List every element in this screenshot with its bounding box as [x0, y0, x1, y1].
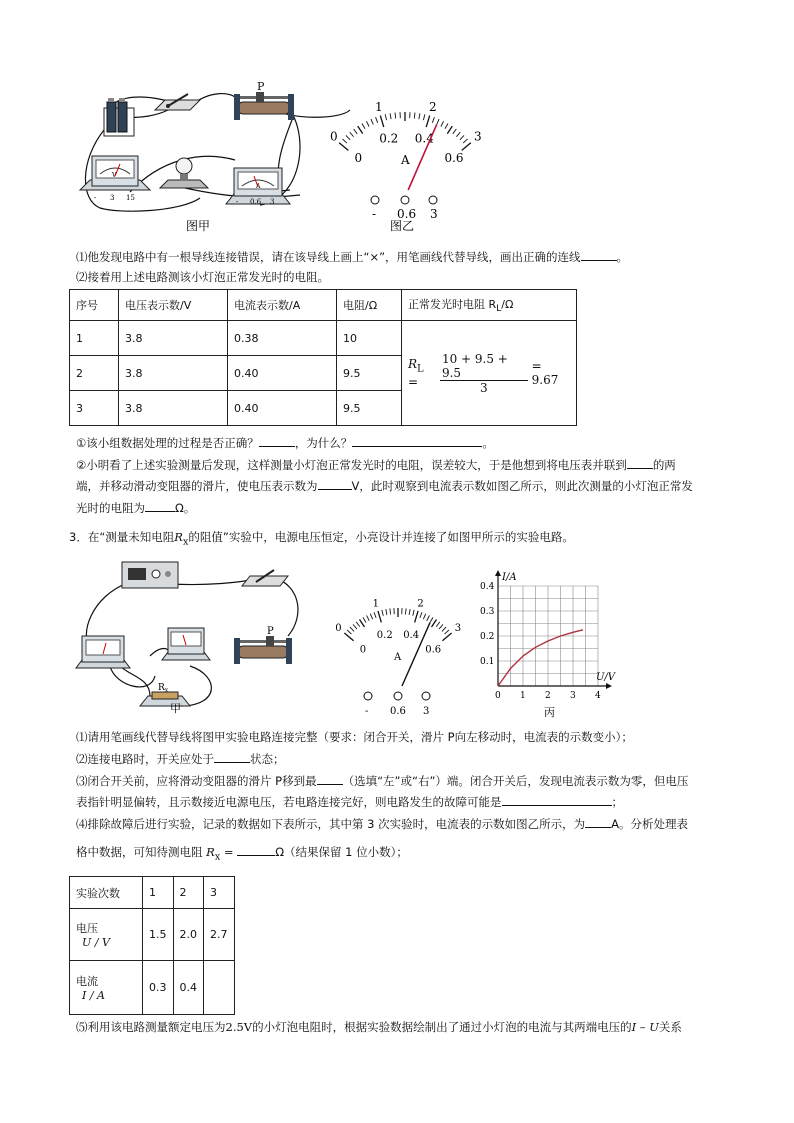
figure-caption-bing: 丙: [544, 706, 555, 718]
dial-tick: [427, 615, 430, 620]
terminal-circle: [422, 692, 430, 700]
dial-inner-label: 0.2: [379, 131, 399, 146]
x-tick-label: 4: [595, 691, 601, 701]
dial-tick: [370, 614, 372, 620]
dial-tick: [439, 624, 443, 629]
table-cell: 1: [70, 321, 119, 356]
dial-inner-label: 0.2: [376, 629, 393, 641]
q2-sub1-text: ①该小组数据处理的过程是否正确？: [76, 436, 259, 450]
dial-outer-label: 2: [428, 99, 437, 114]
dial-tick: [395, 113, 396, 119]
dial-tick: [367, 615, 370, 620]
table-cell: 2.7: [204, 909, 235, 961]
dial-outer-label: 0: [335, 622, 342, 634]
formula-sub: L: [417, 363, 424, 375]
dial-tick: [437, 119, 439, 125]
dial-tick: [390, 113, 391, 119]
q3-part4: [76, 815, 688, 832]
dial-tick: [346, 135, 350, 139]
dial-tick: [385, 114, 386, 120]
q2-sub2-text: ②小明看了上述实验测量后发现，这样测量小灯泡正常发光时的电阻，误差较大，于是他想到将电压表并联到: [76, 458, 627, 472]
figure-caption-jia: 甲: [170, 702, 181, 715]
dial-tick: [354, 129, 358, 134]
ammeter-icon: [162, 628, 210, 660]
dial-tick: [432, 620, 437, 628]
dial-outer-label: 0: [329, 129, 338, 144]
q2-part1-text: ⑴他发现电路中有一根导线连接错误，请在该导线上画上“×”，用笔画线代替导线，画出正确的连线: [76, 250, 581, 264]
table-cell: 1.5: [143, 909, 174, 961]
row-label-unit: I / A: [82, 989, 105, 1002]
q2-sub2-line2: [76, 477, 693, 494]
table-row-label: [70, 909, 143, 961]
table-header: 1: [143, 877, 174, 909]
dial-tick: [347, 630, 351, 634]
resistor-label: $R_x$: [158, 683, 169, 694]
dial-tick: [382, 610, 383, 616]
table-row: [70, 321, 577, 356]
dial-tick: [419, 113, 420, 119]
y-axis-label: I/A: [502, 572, 517, 583]
table-header: [402, 290, 577, 321]
dial-tick: [453, 129, 457, 134]
answer-blank[interactable]: [317, 772, 343, 785]
figure-3-jia: [70, 556, 320, 716]
ammeter-terminal: 3: [270, 198, 275, 206]
q3-part4-sub: x: [214, 851, 221, 863]
dial-tick: [413, 610, 414, 616]
dial-tick: [374, 612, 376, 618]
dial-tick: [386, 609, 387, 615]
dial-unit: A: [401, 153, 410, 167]
answer-blank[interactable]: [627, 456, 653, 469]
dial-terminal-label: 3: [423, 706, 430, 717]
voltmeter-letter: V: [112, 172, 117, 179]
voltmeter-icon: [76, 636, 130, 668]
q3-part4-text: ⑷排除故障后进行实验，记录的数据如下表所示，其中第 3 次实验时，电流表的示数如图乙所示，为: [76, 817, 586, 831]
table-cell: 0.3: [143, 961, 174, 1015]
table-cell: 3.8: [119, 321, 228, 356]
ammeter-terminal: -: [236, 198, 239, 206]
figure-caption-jia: 图甲: [186, 219, 211, 233]
row-label-text: 电压: [76, 922, 98, 935]
terminal-circle: [394, 692, 402, 700]
dial-inner-label: 0.4: [403, 629, 420, 641]
chart-grid: [498, 586, 598, 686]
dial-tick: [456, 132, 460, 137]
voltmeter-terminal: 3: [110, 194, 115, 202]
terminal-circle: [401, 196, 409, 204]
x-axis-label: U/V: [596, 672, 616, 683]
q3-part5: [76, 1019, 682, 1035]
y-axis-arrow: [495, 570, 501, 576]
x-tick-label: 1: [520, 691, 526, 701]
dial-tick: [350, 132, 354, 137]
dial-tick: [426, 116, 429, 127]
q3-part3-line2: [76, 793, 623, 810]
row-label-unit: U / V: [82, 936, 110, 949]
x-tick-label: 0: [495, 691, 501, 701]
dial-terminal-label: -: [365, 706, 369, 717]
q3-part5-text: ⑸利用该电路测量额定电压为: [76, 1020, 226, 1034]
q3-part4-text: A。分析处理表: [611, 817, 688, 831]
dial-tick: [366, 121, 369, 126]
dial-tick: [363, 617, 366, 622]
dial-inner-label: 0.6: [425, 644, 442, 656]
table-cell: [204, 961, 235, 1015]
dial-tick: [462, 143, 471, 151]
ammeter-icon: [226, 168, 290, 206]
dial-tick: [344, 633, 353, 641]
formula-denominator: 3: [479, 380, 488, 395]
dial-tick: [442, 627, 446, 631]
table-cell: 3: [70, 391, 119, 426]
ammeter-dial-1: [310, 88, 500, 218]
table-header: 3: [204, 877, 235, 909]
dial-terminal-label: 3: [430, 207, 438, 218]
q3-intro-sub: x: [182, 536, 189, 548]
dial-terminal-label: 0.6: [397, 207, 417, 218]
dial-tick: [358, 126, 363, 134]
dial-tick: [441, 121, 444, 126]
terminal-circle: [364, 692, 372, 700]
dial-tick: [356, 622, 360, 627]
voltmeter-icon: [80, 156, 150, 202]
q3-part4-var: R: [206, 845, 215, 859]
dial-inner-label: 0.6: [444, 151, 464, 166]
q3-part3: [76, 772, 688, 789]
dial-tick: [350, 627, 354, 631]
q2-sub2-text: 光时的电阻为: [76, 501, 145, 515]
dial-outer-label: 3: [454, 622, 462, 634]
q2-sub1-text: 。: [482, 436, 494, 450]
table-row: [70, 961, 235, 1015]
power-supply-icon: [122, 562, 178, 588]
table-cell: 9.5: [337, 356, 402, 391]
q2-part1-end: 。: [616, 250, 629, 264]
q3-part4-text: 格中数据，可知待测电阻: [76, 845, 203, 859]
answer-blank[interactable]: [352, 434, 482, 447]
dial-tick: [378, 611, 381, 622]
table-cell: 2: [70, 356, 119, 391]
ammeter-letter: A: [256, 183, 261, 190]
q3-intro-text: 的阻值”实验中，电源电压恒定，小亮设计并连接了如图甲所示的实验电路。: [188, 530, 574, 544]
formula-lhs: R: [408, 357, 418, 372]
q2-sub1: [76, 434, 494, 451]
q3-intro-var: R: [174, 530, 183, 544]
q3-part5-text: 的小灯泡电阻时，根据实验数据绘制出了通过小灯泡的电流与其两端电压的: [252, 1020, 632, 1034]
dial-tick: [463, 139, 467, 143]
q2-sub2-text: 的两: [652, 458, 676, 472]
battery-icon: [104, 98, 134, 136]
q3-part2-text: ⑵连接电路时，开关应处于: [76, 752, 214, 766]
dial-unit: A: [394, 652, 402, 663]
dial-outer-label: 2: [417, 598, 424, 610]
y-tick-label: 0.3: [480, 607, 495, 617]
dial-tick: [405, 608, 406, 614]
q3-part4-line2: [76, 843, 408, 862]
dial-tick: [460, 135, 464, 139]
dial-tick: [339, 143, 348, 151]
answer-blank[interactable]: [318, 477, 352, 490]
table-header: 电流表示数/A: [228, 290, 337, 321]
figure-caption-yi: 图乙: [390, 219, 415, 233]
q3-part5-text: 关系: [658, 1020, 682, 1034]
dial-tick: [342, 139, 346, 143]
dial-tick: [423, 114, 424, 120]
x-axis-arrow: [606, 683, 612, 689]
dial-terminal-label: 0.6: [390, 706, 406, 717]
ammeter-dial-2: [318, 590, 478, 720]
y-tick-label: 0.4: [480, 582, 495, 592]
table-cell: 3.8: [119, 356, 228, 391]
answer-blank[interactable]: [145, 499, 175, 512]
q2-sub1-text: ，为什么？: [294, 436, 353, 450]
q2-sub2-text: V，此时观察到电流表示数如图乙所示，则此次测量的小灯泡正常发: [351, 479, 693, 493]
dial-outer-label: 1: [372, 598, 380, 610]
dial-tick: [409, 609, 410, 615]
q3-intro-text: 3．在“测量未知电阻: [69, 530, 175, 544]
table-row-label: [70, 961, 143, 1015]
q2-sub2-text: 端，并移动滑动变阻器的滑片，使电压表示数为: [76, 479, 318, 493]
table-cell: 0.38: [228, 321, 337, 356]
dial-tick: [362, 124, 365, 129]
dial-tick: [360, 620, 365, 628]
q3-part3-text: ⑶闭合开关前，应将滑动变阻器的滑片 P移到最: [76, 774, 317, 788]
table-header: 实验次数: [70, 877, 143, 909]
ammeter-terminal: 0.6: [250, 198, 262, 206]
q3-part2-text: 状态；: [250, 752, 285, 766]
dial-outer-label: 1: [375, 99, 383, 114]
formula-rhs: = 9.67: [531, 359, 559, 387]
dial-outer-label: 3: [474, 129, 482, 144]
q3-part5-iu: I – U: [631, 1020, 659, 1034]
q2-data-table: [69, 289, 577, 426]
row-label-text: 电流: [76, 975, 98, 988]
dial-tick: [423, 614, 425, 620]
q3-part3-text: ；: [611, 795, 623, 809]
header-tail: /Ω: [501, 297, 514, 311]
answer-blank[interactable]: [214, 750, 250, 763]
table-cell: 0.4: [173, 961, 204, 1015]
dial-tick: [432, 117, 434, 123]
q3-part1: ⑴请用笔画线代替导线将图甲实验电路连接完整（要求：闭合开关，滑片 P向左移动时，电流表的示数变小）；: [76, 730, 633, 744]
dial-tick: [445, 124, 448, 129]
terminal-circle: [371, 196, 379, 204]
dial-tick: [390, 608, 391, 614]
dial-tick: [445, 630, 449, 634]
q2-sub2-line3: [76, 499, 195, 516]
dial-terminal-label: -: [372, 207, 377, 218]
q3-part5-value: 2.5V: [225, 1020, 253, 1034]
header-sub: L: [496, 303, 502, 315]
rheostat-label: P: [267, 626, 274, 637]
x-tick-label: 2: [545, 691, 551, 701]
dial-tick: [420, 612, 422, 618]
y-tick-label: 0.2: [480, 632, 495, 642]
rheostat-label: P: [257, 80, 265, 93]
y-tick-label: 0.1: [480, 657, 495, 667]
terminal-circle: [429, 196, 437, 204]
table-header: 电阻/Ω: [337, 290, 402, 321]
table-cell: 3.8: [119, 391, 228, 426]
table-cell: 10: [337, 321, 402, 356]
dial-inner-label: 0: [359, 644, 367, 656]
dial-tick: [415, 611, 418, 622]
formula-cell: $R_L$ = $\frac{10 + 9.5 + 9.5}{3}$ = 9.67: [402, 321, 577, 426]
table-row: [70, 909, 235, 961]
iu-chart: [470, 558, 620, 718]
dial-tick: [376, 117, 378, 123]
q3-part2: [76, 750, 285, 767]
switch-icon: [155, 94, 200, 110]
formula-numerator: 10 + 9.5 + 9.5: [440, 352, 528, 381]
q3-part3-text: （选填“左”或“右”）端。闭合开关后，发现电流表示数为零，但电压: [342, 774, 689, 788]
voltmeter-terminal: -: [94, 194, 97, 202]
rheostat-icon: [234, 626, 292, 664]
q3-part4-eq: =: [223, 845, 234, 859]
dial-tick: [436, 622, 440, 627]
q3-part4-text: Ω（结果保留 1 位小数）；: [275, 845, 408, 859]
table-cell: 2.0: [173, 909, 204, 961]
q2-sub2: [76, 456, 676, 473]
table-cell: 0.40: [228, 391, 337, 426]
switch-icon: [242, 570, 288, 586]
table-cell: 9.5: [337, 391, 402, 426]
q3-part3-text: 表指针明显偏转，且示数接近电源电压，若电路连接完好，则电路发生的故障可能是: [76, 795, 502, 809]
q3-intro: [69, 529, 574, 547]
answer-blank[interactable]: [581, 248, 617, 261]
voltmeter-terminal: 15: [126, 194, 135, 202]
dial-tick: [442, 633, 451, 641]
table-header: 序号: [70, 290, 119, 321]
bulb-icon: [160, 158, 208, 188]
dial-tick: [380, 116, 383, 127]
q3-data-table: [69, 876, 235, 1015]
table-header: 电压表示数/V: [119, 290, 228, 321]
q2-part1: [76, 248, 628, 265]
dial-tick: [371, 119, 373, 125]
answer-blank[interactable]: [259, 434, 295, 447]
dial-tick: [430, 617, 433, 622]
answer-blank[interactable]: [237, 843, 275, 856]
table-header: 2: [173, 877, 204, 909]
dial-inner-label: 0: [354, 151, 363, 166]
header-text: 正常发光时电阻 R: [408, 297, 497, 311]
dial-tick: [447, 126, 452, 134]
dial-inner-label: 0.4: [414, 131, 434, 146]
rheostat-icon: [234, 80, 294, 120]
x-tick-label: 3: [570, 691, 576, 701]
answer-blank[interactable]: [585, 815, 611, 828]
table-cell: 0.40: [228, 356, 337, 391]
dial-tick: [353, 624, 357, 629]
q2-sub2-text: Ω。: [175, 501, 196, 515]
answer-blank[interactable]: [502, 793, 612, 806]
dial-tick: [414, 113, 415, 119]
q2-part2: ⑵接着用上述电路测该小灯泡正常发光时的电阻。: [76, 270, 329, 284]
